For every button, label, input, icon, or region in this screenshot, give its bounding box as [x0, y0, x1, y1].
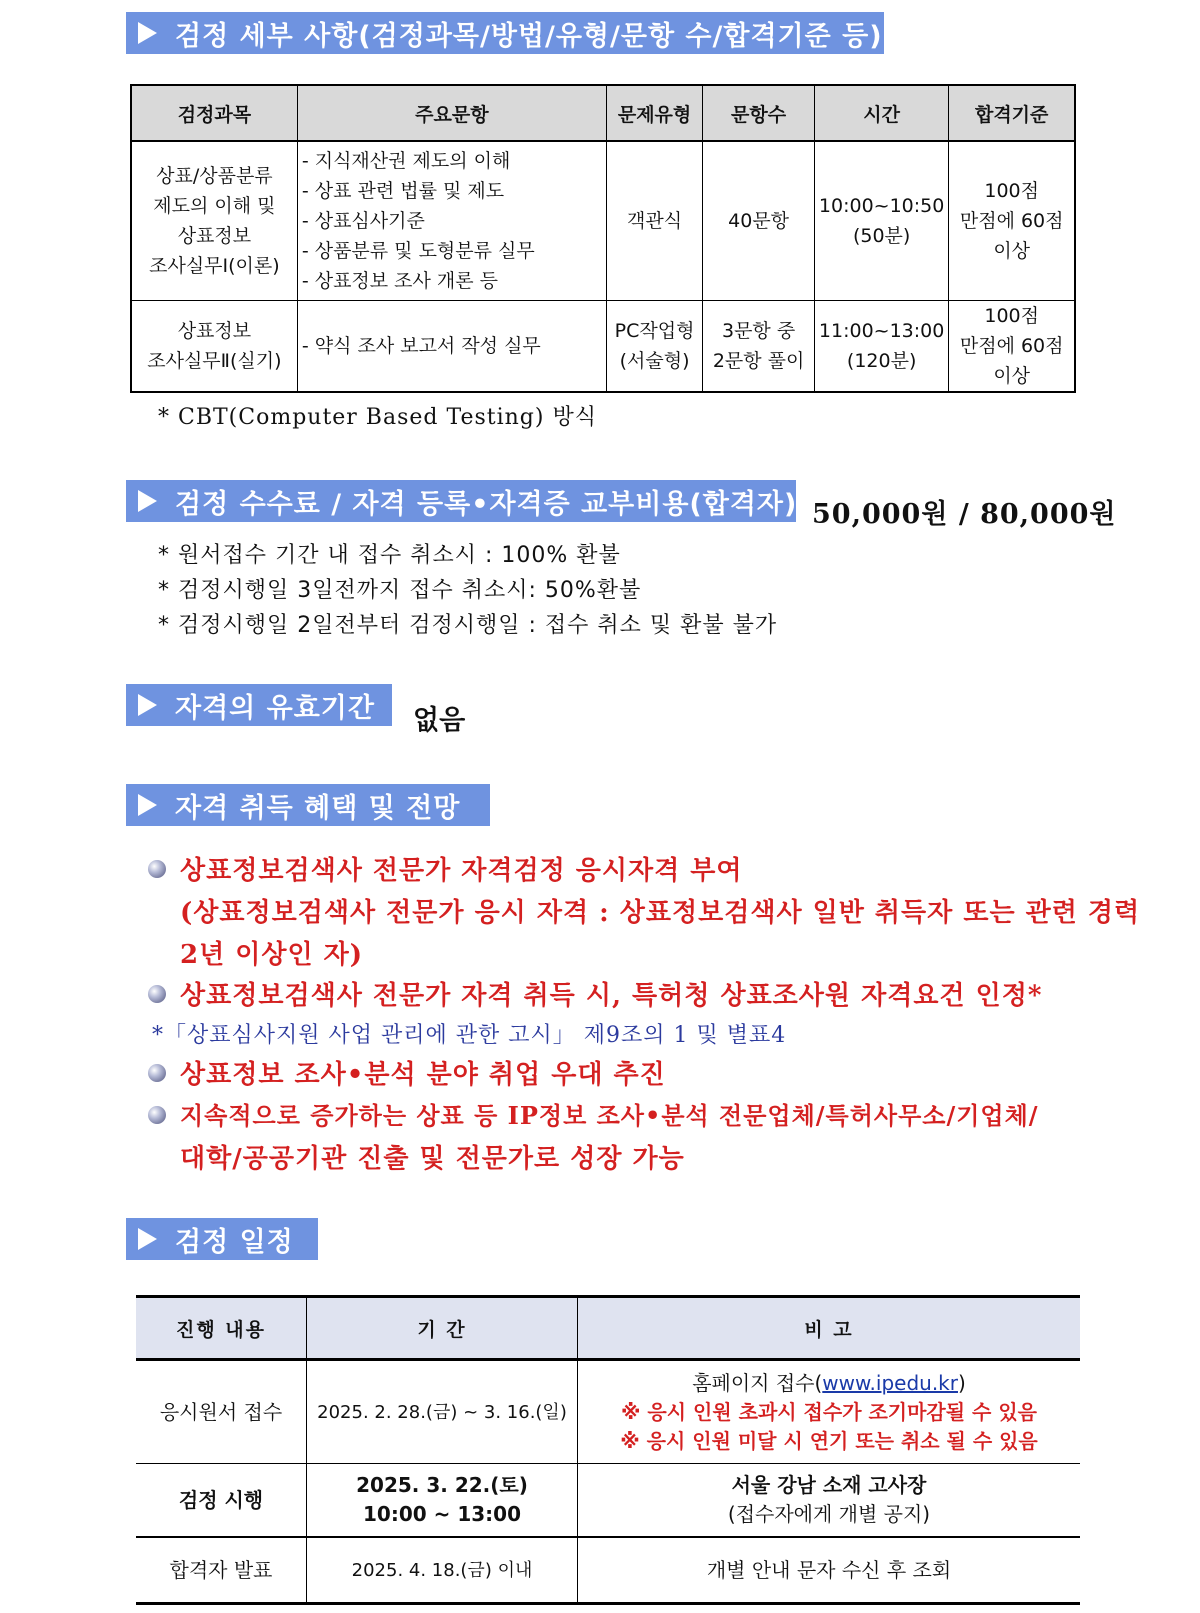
header-time: 시간 [814, 85, 948, 141]
pass-line: 이상 [993, 365, 1031, 387]
exam-place-note: (접수자에게 개별 공지) [727, 1502, 931, 1526]
schedule-name: 응시원서 접수 [136, 1360, 307, 1464]
section-title-text: 검정 세부 사항(검정과목/방법/유형/문항 수/합격기준 등) [175, 20, 883, 52]
subject-line: 상표/상품분류 [156, 165, 273, 187]
exam-place: 서울 강남 소재 고사장 [731, 1473, 927, 1497]
benefit-item-cont: (상표정보검색사 전문가 응시 자격 : 상표정보검색사 일반 취득자 또는 관련 경력 [180, 898, 1141, 928]
section-title-text: 자격 취득 혜택 및 전망 [175, 792, 461, 824]
triangle-icon [138, 1228, 157, 1250]
bullet-icon [148, 1106, 166, 1124]
pass-cell [949, 141, 1075, 301]
subject-line: 조사실무Ⅱ(실기) [147, 350, 282, 372]
count-line: 3문항 중 [721, 320, 796, 342]
fee-note: * 원서접수 기간 내 접수 취소시 : 100% 환불 [158, 543, 621, 568]
time-line: (50분) [852, 225, 911, 247]
triangle-icon [138, 694, 157, 716]
schedule-name: 합격자 발표 [136, 1537, 307, 1604]
header-period: 기 간 [307, 1297, 578, 1360]
header-type: 문제유형 [606, 85, 702, 141]
benefit-item: 상표정보 조사•분석 분야 취업 우대 추진 [180, 1060, 666, 1090]
section-title-text: 검정 수수료 / 자격 등록•자격증 교부비용(합격자) [175, 488, 798, 520]
cbt-footnote: * CBT(Computer Based Testing) 방식 [158, 405, 597, 430]
time-cell [814, 141, 948, 301]
validity-value: 없음 [413, 705, 466, 736]
pass-line: 100점 [984, 305, 1039, 327]
pass-line: 100점 [984, 180, 1039, 202]
exam-date: 2025. 3. 22.(토) [356, 1473, 528, 1497]
subject-cell [131, 141, 297, 301]
warning-note: ※ 응시 인원 미달 시 연기 또는 취소 될 수 있음 [620, 1428, 1038, 1453]
item-line: - 상품분류 및 도형분류 실무 [301, 240, 535, 262]
exam-details-table [130, 84, 1076, 393]
subject-cell [131, 301, 297, 393]
benefit-item-cont: 2년 이상인 자) [180, 940, 364, 970]
time-line: 11:00~13:00 [818, 320, 945, 342]
subject-line: 조사실무Ⅰ(이론) [149, 255, 280, 277]
pass-cell [949, 301, 1075, 393]
bullet-icon [148, 985, 166, 1003]
section-title-benefits [126, 784, 490, 826]
section-title-text: 검정 일정 [175, 1226, 294, 1258]
header-remarks: 비 고 [578, 1297, 1081, 1360]
benefit-item: 상표정보검색사 전문가 자격 취득 시, 특허청 상표조사원 자격요건 인정* [180, 981, 1043, 1011]
time-line: (120분) [846, 350, 917, 372]
benefit-item-cont: 대학/공공기관 진출 및 전문가로 성장 가능 [180, 1144, 685, 1174]
type-line: (서술형) [619, 350, 690, 372]
fee-note: * 검정시행일 3일전까지 접수 취소시: 50%환불 [158, 578, 642, 603]
pass-line: 만점에 60점 [959, 210, 1064, 232]
bullet-icon [148, 860, 166, 878]
time-line: 10:00~10:50 [818, 195, 945, 217]
header-items: 주요문항 [297, 85, 606, 141]
fee-value: 50,000원 / 80,000원 [812, 499, 1117, 530]
table-header-row [136, 1297, 1080, 1360]
homepage-link[interactable]: www.ipedu.kr [822, 1370, 958, 1395]
schedule-remarks [578, 1360, 1081, 1464]
items-cell [297, 301, 606, 393]
table-header-row [131, 85, 1075, 141]
triangle-icon [138, 490, 157, 512]
subject-line: 제도의 이해 및 [153, 195, 276, 217]
schedule-table [136, 1295, 1080, 1605]
item-line: - 상표정보 조사 개론 등 [301, 270, 499, 292]
table-row [136, 1464, 1080, 1538]
item-line: - 상표 관련 법률 및 제도 [301, 180, 505, 202]
remark-text: ) [957, 1370, 966, 1395]
table-row [136, 1537, 1080, 1604]
section-title-schedule [126, 1218, 318, 1260]
type-line: PC작업형 [614, 320, 695, 342]
item-line: - 지식재산권 제도의 이해 [301, 150, 511, 172]
section-title-details [126, 12, 884, 54]
schedule-period: 2025. 2. 28.(금) ~ 3. 16.(일) [307, 1360, 578, 1464]
table-row [131, 141, 1075, 301]
benefit-item: 지속적으로 증가하는 상표 등 IP정보 조사•분석 전문업체/특허사무소/기업체/ [180, 1101, 1039, 1130]
benefit-footnote: *「상표심사지원 사업 관리에 관한 고시」 제9조의 1 및 별표4 [152, 1023, 787, 1048]
count-cell [703, 301, 815, 393]
schedule-remarks: 개별 안내 문자 수신 후 조회 [706, 1557, 952, 1582]
items-cell [297, 141, 606, 301]
table-row [131, 301, 1075, 393]
header-progress: 진행 내용 [136, 1297, 307, 1360]
item-line: - 상표심사기준 [301, 210, 425, 232]
header-count: 문항수 [703, 85, 815, 141]
section-title-fee [126, 480, 796, 522]
triangle-icon [138, 22, 157, 44]
time-cell [814, 301, 948, 393]
bullet-icon [148, 1064, 166, 1082]
schedule-period: 2025. 4. 18.(금) 이내 [307, 1537, 578, 1604]
count-line: 40문항 [728, 210, 790, 232]
type-cell [606, 301, 702, 393]
schedule-name: 검정 시행 [136, 1464, 307, 1538]
header-pass: 합격기준 [949, 85, 1075, 141]
fee-note: * 검정시행일 2일전부터 검정시행일 : 접수 취소 및 환불 불가 [158, 613, 778, 638]
item-line: - 약식 조사 보고서 작성 실무 [301, 335, 541, 357]
type-cell [606, 141, 702, 301]
section-title-text: 자격의 유효기간 [175, 692, 375, 724]
exam-time: 10:00 ~ 13:00 [362, 1502, 521, 1526]
section-title-validity [126, 684, 392, 726]
table-row [136, 1360, 1080, 1464]
schedule-remarks [578, 1464, 1081, 1538]
pass-line: 만점에 60점 [959, 335, 1064, 357]
pass-line: 이상 [993, 240, 1031, 262]
count-cell [703, 141, 815, 301]
remark-text: 홈페이지 접수( [692, 1370, 823, 1395]
triangle-icon [138, 794, 157, 816]
schedule-period [307, 1464, 578, 1538]
subject-line: 상표정보 [177, 225, 252, 247]
benefit-item: 상표정보검색사 전문가 자격검정 응시자격 부여 [180, 856, 743, 886]
remark-line [579, 1369, 1079, 1398]
header-subject: 검정과목 [131, 85, 297, 141]
warning-note: ※ 응시 인원 초과시 접수가 조기마감될 수 있음 [621, 1399, 1037, 1424]
subject-line: 상표정보 [177, 320, 252, 342]
type-line: 객관식 [627, 210, 683, 232]
count-line: 2문항 풀이 [712, 350, 805, 372]
